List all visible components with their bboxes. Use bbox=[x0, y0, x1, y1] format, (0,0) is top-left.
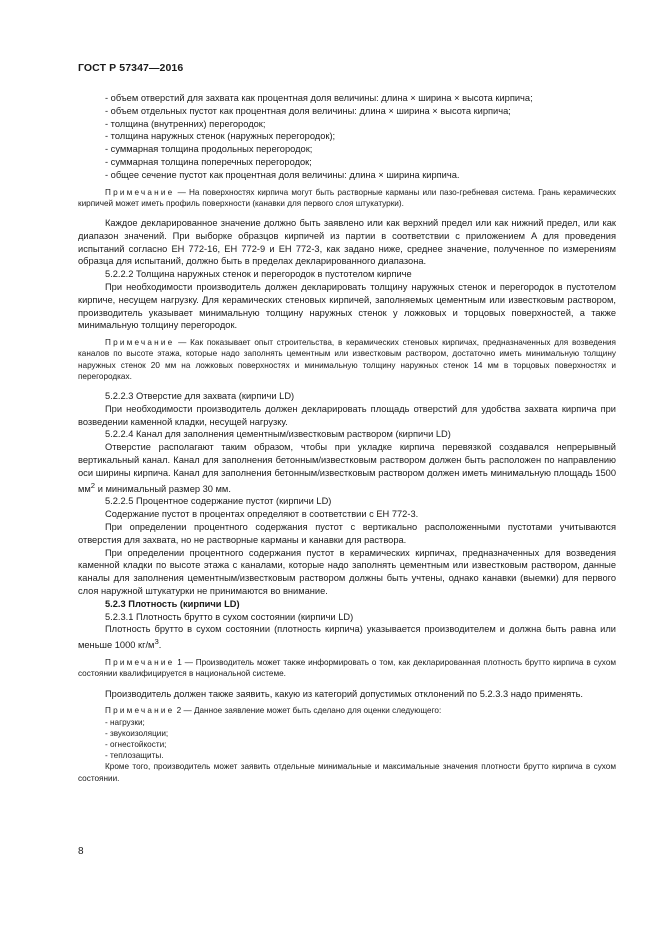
heading-5-2-2-4: 5.2.2.4 Канал для заполнения цементным/известковым раствором (кирпичи LD) bbox=[105, 429, 451, 440]
note-list-item: - теплозащиты. bbox=[105, 751, 164, 761]
heading-5-2-3-1: 5.2.3.1 Плотность брутто в сухом состоянии (кирпичи LD) bbox=[105, 611, 354, 622]
note-4-tail: Кроме того, производитель может заявить отдельные минимальные и максимальные значения плотности брутто кирпича в сухом состоянии. bbox=[78, 762, 616, 783]
paragraph-tolerance-category: Производитель должен также заявить, какую из категорий допустимых отклонений по 5.2.3.3 надо применять. bbox=[105, 688, 584, 699]
note-text: 1 — Производитель может также информировать о том, как декларированная плотность брутто кирпича в сухом состоянии квалифицируется в национальной системе. bbox=[78, 658, 616, 679]
paragraph-5-2-2-5-c: При определении процентного содержания пустот в керамических кирпичах, предназначенных для возведения каменной кладки по высоте этажа с каналами, которые надо заполнять цементным или известковым раствором, данные каналы для заполнения цементным/известковым раствором должны быть учтены, однако канавки (выемки) для первого слоя наружной штукатурки не принимаются во внимание. bbox=[78, 547, 616, 597]
list-item: - суммарная толщина поперечных перегородок; bbox=[105, 156, 312, 167]
note-label: Примечание bbox=[105, 187, 175, 197]
heading-5-2-2-5: 5.2.2.5 Процентное содержание пустот (кирпичи LD) bbox=[105, 496, 332, 507]
paragraph-5-2-2-4: Отверстие располагают таким образом, чтобы при укладке кирпича перевязкой создавался непрерывный вертикальный канал. Канал для заполнения бетонным/известковым раствором должен быть расположен по направлению оси ширины кирпича. Канал для заполнения бетонным/известковым раствором должен иметь минимальную площадь 1500 $мм^2$ и минимальный размер 30 мм. bbox=[78, 442, 616, 494]
list-item: - общее сечение пустот как процентная доля величины: длина × ширина кирпича. bbox=[105, 169, 460, 180]
paragraph-5-2-2-3: При необходимости производитель должен декларировать площадь отверстий для удобства захвата кирпича при возведении каменной кладки, несущей нагрузку. bbox=[78, 403, 616, 427]
note-label: Примечание bbox=[105, 338, 175, 348]
document-body bbox=[78, 92, 616, 784]
note-3 bbox=[78, 657, 616, 679]
page-header: ГОСТ Р 57347—2016 bbox=[78, 62, 184, 74]
note-2 bbox=[78, 337, 616, 382]
list-item: - суммарная толщина продольных перегородок; bbox=[105, 144, 313, 155]
note-text: 2 — Данное заявление может быть сделано для оценки следующего: bbox=[174, 706, 442, 716]
note-4 bbox=[78, 705, 616, 716]
note-label: Примечание bbox=[105, 706, 175, 716]
note-text: — На поверхностях кирпича могут быть растворные карманы или пазо-гребневая система. Грань керамических кирпичей может иметь профиль поверхности (канавки для первого слоя штукатурки). bbox=[78, 187, 616, 208]
paragraph-5-2-2-2: При необходимости производитель должен декларировать толщину наружных стенок и перегородок в пустотелом кирпиче, несущем нагрузку. Для керамических стеновых кирпичей, заполняемых цементным или известковым раствором, производитель указывает минимальную толщину наружных стенок у ложковых и торцовых поверхностей, а также минимальную толщину перегородок. bbox=[78, 281, 616, 331]
paragraph-5-2-3-1: Плотность брутто в сухом состоянии (плотность кирпича) указывается производителем и должна быть равна или меньше 1000 $кг/м^3$. bbox=[78, 624, 616, 651]
heading-5-2-2-3: 5.2.2.3 Отверстие для захвата (кирпичи LD) bbox=[105, 390, 295, 401]
paragraph-5-2-2-5-a: Содержание пустот в процентах определяют в соответствии с ЕН 772-3. bbox=[105, 509, 419, 520]
paragraph-declared-values: Каждое декларированное значение должно быть заявлено или как верхний предел или как нижний предел, или как диапазон значений. При выборке образцов кирпичей из партии в соответствии с приложением А для проведения испытаний согласно ЕН 772-16, ЕН 772-9 и ЕН 772-3, как задано ниже, среднее значение, полученное по измерениям образца для испытаний, должно быть в пределах декларированного диапазона. bbox=[78, 217, 616, 267]
note-label: Примечание bbox=[105, 658, 175, 668]
heading-5-2-3: 5.2.3 Плотность (кирпичи LD) bbox=[105, 598, 240, 609]
page-number: 8 bbox=[78, 846, 84, 857]
list-item: - объем отдельных пустот как процентная доля величины: длина × ширина × высота кирпича; bbox=[105, 105, 511, 116]
top-list bbox=[78, 92, 616, 182]
note-text: — Как показывает опыт строительства, в керамических стеновых кирпичах, предназначенных для возведения каналов по высоте этажа, которые надо заполнять цементным или известковым раствором, достаточно иметь минимальную толщину наружных стенок 20 мм на ложковых поверхностях и минимальную толщину наружных стенок 14 мм в торцовых поверхностях и перегородках. bbox=[78, 338, 616, 381]
note-list-item: - огнестойкости; bbox=[105, 739, 167, 749]
list-item: - толщина (внутренних) перегородок; bbox=[105, 118, 266, 129]
list-item: - объем отверстий для захвата как процентная доля величины: длина × ширина × высота кирпича; bbox=[105, 93, 533, 103]
note-list-item: - нагрузки; bbox=[105, 717, 145, 727]
list-item: - толщина наружных стенок (наружных перегородок); bbox=[105, 131, 336, 142]
note-1 bbox=[78, 187, 616, 209]
heading-5-2-2-2: 5.2.2.2 Толщина наружных стенок и перегородок в пустотелом кирпиче bbox=[105, 269, 412, 280]
paragraph-5-2-2-5-b: При определении процентного содержания пустот с вертикально расположенными пустотами учитываются отверстия для захвата, но не растворные карманы и канавки для раствора. bbox=[78, 522, 616, 545]
note-list-item: - звукоизоляции; bbox=[105, 728, 169, 738]
